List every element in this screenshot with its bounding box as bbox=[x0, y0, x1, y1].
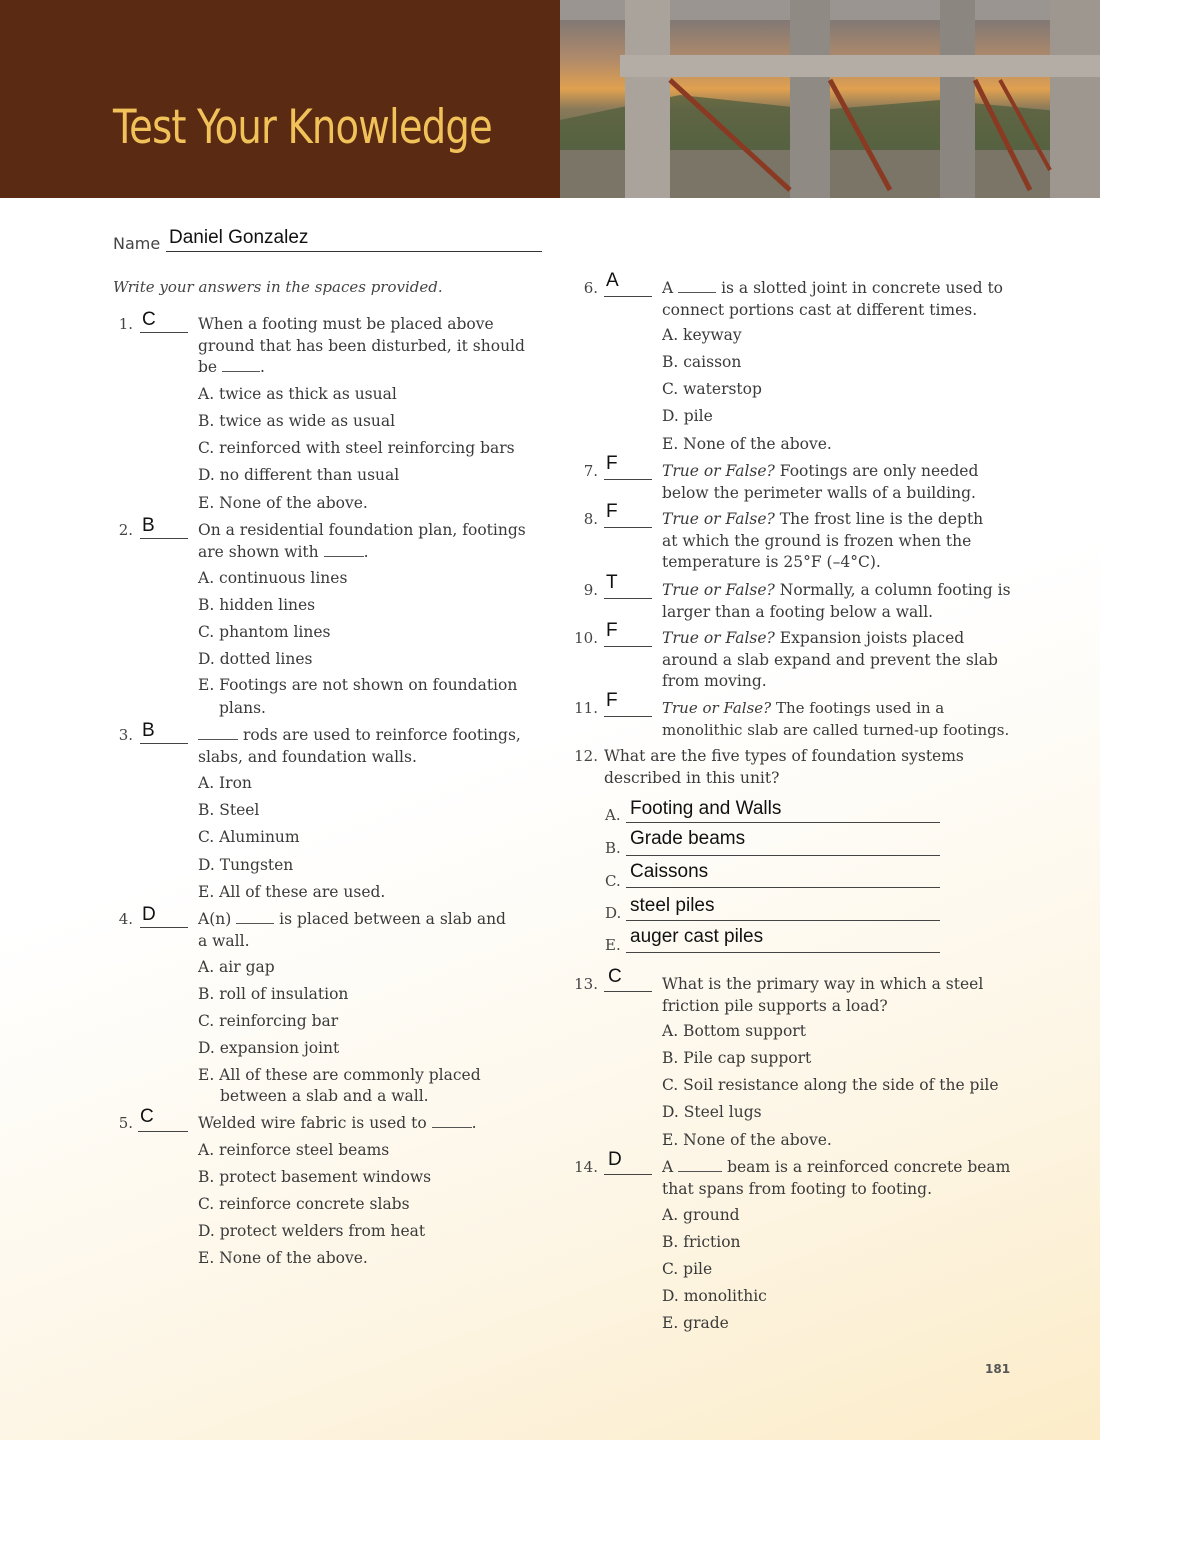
question-number: 14. bbox=[574, 1158, 598, 1176]
question-text: When a footing must be placed above ground that has been disturbed, it should be . bbox=[198, 315, 525, 376]
option: D. no different than usual bbox=[198, 466, 400, 484]
concrete-frame-illustration bbox=[560, 0, 1100, 198]
answer-blank[interactable] bbox=[138, 1131, 188, 1132]
option: C. pile bbox=[662, 1260, 713, 1278]
option: D. Steel lugs bbox=[662, 1103, 762, 1121]
question-number: 12. bbox=[574, 747, 598, 765]
answer-blank[interactable] bbox=[604, 646, 652, 647]
question-number: 8. bbox=[583, 510, 598, 528]
option: C. phantom lines bbox=[198, 623, 331, 641]
question-number: 6. bbox=[583, 279, 598, 297]
answer-blank[interactable] bbox=[140, 743, 188, 744]
option: A. keyway bbox=[662, 326, 742, 344]
instructions: Write your answers in the spaces provided. bbox=[113, 278, 443, 296]
question-text: True or False? Footings are only needed below the perimeter walls of a building. bbox=[662, 462, 979, 502]
question-number: 11. bbox=[574, 699, 598, 717]
question-number: 2. bbox=[118, 521, 133, 539]
option: A. Bottom support bbox=[662, 1022, 806, 1040]
answer-blank[interactable] bbox=[604, 296, 652, 297]
option: B. Pile cap support bbox=[662, 1049, 812, 1067]
fill-letter: E. bbox=[605, 936, 621, 954]
option: A. Iron bbox=[198, 774, 252, 792]
answer-value: C bbox=[142, 309, 156, 330]
question-number: 1. bbox=[118, 315, 133, 333]
option: C. Aluminum bbox=[198, 828, 300, 846]
page-title: Test Your Knowledge bbox=[113, 100, 492, 155]
question-number: 10. bbox=[574, 629, 598, 647]
option: B. friction bbox=[662, 1233, 741, 1251]
option: E. None of the above. bbox=[662, 1131, 832, 1149]
option: E. All of these are commonly placed bbox=[198, 1066, 481, 1084]
answer-value: C bbox=[608, 966, 622, 987]
question-text: True or False? Expansion joists placed around a slab expand and prevent the slab from moving. bbox=[662, 629, 998, 690]
answer-value: F bbox=[606, 690, 618, 711]
fill-answer[interactable]: steel piles bbox=[630, 895, 715, 916]
answer-value: F bbox=[606, 620, 618, 641]
question-text: What are the five types of foundation systems described in this unit? bbox=[604, 747, 964, 787]
option: E. None of the above. bbox=[198, 494, 368, 512]
page-number: 181 bbox=[985, 1362, 1011, 1376]
answer-blank[interactable] bbox=[604, 716, 652, 717]
answer-value: D bbox=[608, 1149, 622, 1170]
answer-value: T bbox=[606, 572, 618, 593]
option: A. reinforce steel beams bbox=[198, 1141, 390, 1159]
fill-answer[interactable]: Grade beams bbox=[630, 828, 746, 849]
option: D. monolithic bbox=[662, 1287, 767, 1305]
question-number: 7. bbox=[583, 462, 598, 480]
option: A. twice as thick as usual bbox=[198, 385, 397, 403]
question-text: A is a slotted joint in concrete used to connect portions cast at different times. bbox=[662, 279, 1004, 319]
option: D. protect welders from heat bbox=[198, 1222, 426, 1240]
fill-answer[interactable]: Caissons bbox=[630, 861, 709, 882]
option: E. All of these are used. bbox=[198, 883, 386, 901]
question-text: True or False? The footings used in a monolithic slab are called turned-up footings. bbox=[662, 699, 1010, 739]
fill-letter: A. bbox=[605, 806, 621, 824]
option: B. hidden lines bbox=[198, 596, 316, 614]
option: B. twice as wide as usual bbox=[198, 412, 396, 430]
question-text: What is the primary way in which a steel friction pile supports a load? bbox=[662, 975, 984, 1015]
question-text: A beam is a reinforced concrete beam that spans from footing to footing. bbox=[662, 1158, 1011, 1198]
question-number: 4. bbox=[118, 910, 133, 928]
name-label: Name bbox=[113, 234, 161, 253]
option-continued: between a slab and a wall. bbox=[220, 1087, 429, 1105]
option: A. continuous lines bbox=[198, 569, 348, 587]
option: D. dotted lines bbox=[198, 650, 313, 668]
answer-value: F bbox=[606, 501, 618, 522]
option: B. Steel bbox=[198, 801, 260, 819]
name-field-line bbox=[166, 251, 542, 252]
option: B. protect basement windows bbox=[198, 1168, 432, 1186]
answer-blank[interactable] bbox=[140, 538, 188, 539]
option: E. None of the above. bbox=[662, 435, 832, 453]
option: C. reinforced with steel reinforcing bars bbox=[198, 439, 515, 457]
answer-blank[interactable] bbox=[140, 332, 188, 333]
answer-blank[interactable] bbox=[140, 927, 188, 928]
fill-line bbox=[626, 920, 940, 921]
option: D. pile bbox=[662, 407, 713, 425]
fill-line bbox=[626, 887, 940, 888]
header-photo-concrete-frame bbox=[560, 0, 1100, 198]
fill-line bbox=[626, 952, 940, 953]
question-text: On a residential foundation plan, footings are shown with . bbox=[198, 521, 526, 561]
header-band bbox=[0, 0, 560, 198]
option: E. Footings are not shown on foundation bbox=[198, 676, 518, 694]
page-background bbox=[0, 198, 1100, 1440]
fill-letter: D. bbox=[605, 904, 622, 922]
fill-line bbox=[626, 855, 940, 856]
question-text: A(n) is placed between a slab and a wall. bbox=[198, 910, 506, 950]
fill-letter: C. bbox=[605, 872, 621, 890]
fill-answer[interactable]: auger cast piles bbox=[630, 926, 764, 947]
question-number: 3. bbox=[118, 726, 133, 744]
option: E. grade bbox=[662, 1314, 729, 1332]
answer-blank[interactable] bbox=[604, 598, 652, 599]
option: D. Tungsten bbox=[198, 856, 294, 874]
answer-blank[interactable] bbox=[604, 479, 652, 480]
fill-answer[interactable]: Footing and Walls bbox=[630, 798, 782, 819]
question-text: True or False? Normally, a column footing is larger than a footing below a wall. bbox=[662, 581, 1011, 621]
option: E. None of the above. bbox=[198, 1249, 368, 1267]
question-text: rods are used to reinforce footings, slabs, and foundation walls. bbox=[198, 726, 521, 766]
option: C. Soil resistance along the side of the pile bbox=[662, 1076, 999, 1094]
question-text: True or False? The frost line is the depth at which the ground is frozen when the temperature is 25°F (–4°C). bbox=[662, 510, 984, 571]
answer-blank[interactable] bbox=[604, 527, 652, 528]
option: B. roll of insulation bbox=[198, 985, 349, 1003]
question-text: Welded wire fabric is used to . bbox=[198, 1114, 477, 1132]
answer-value: C bbox=[140, 1106, 154, 1127]
option-continued: plans. bbox=[219, 699, 266, 717]
option: C. waterstop bbox=[662, 380, 762, 398]
fill-letter: B. bbox=[605, 839, 621, 857]
answer-blank[interactable] bbox=[604, 991, 652, 992]
question-number: 5. bbox=[118, 1114, 133, 1132]
answer-value: A bbox=[606, 270, 619, 291]
answer-blank[interactable] bbox=[604, 1174, 652, 1175]
option: B. caisson bbox=[662, 353, 742, 371]
answer-value: B bbox=[142, 515, 155, 536]
option: C. reinforcing bar bbox=[198, 1012, 339, 1030]
name-field-value[interactable]: Daniel Gonzalez bbox=[169, 227, 309, 248]
question-number: 9. bbox=[583, 581, 598, 599]
option: D. expansion joint bbox=[198, 1039, 340, 1057]
answer-value: F bbox=[606, 453, 618, 474]
question-number: 13. bbox=[574, 975, 598, 993]
fill-line bbox=[626, 822, 940, 823]
option: A. ground bbox=[662, 1206, 740, 1224]
option: C. reinforce concrete slabs bbox=[198, 1195, 410, 1213]
option: A. air gap bbox=[198, 958, 275, 976]
answer-value: D bbox=[142, 904, 156, 925]
answer-value: B bbox=[142, 720, 155, 741]
